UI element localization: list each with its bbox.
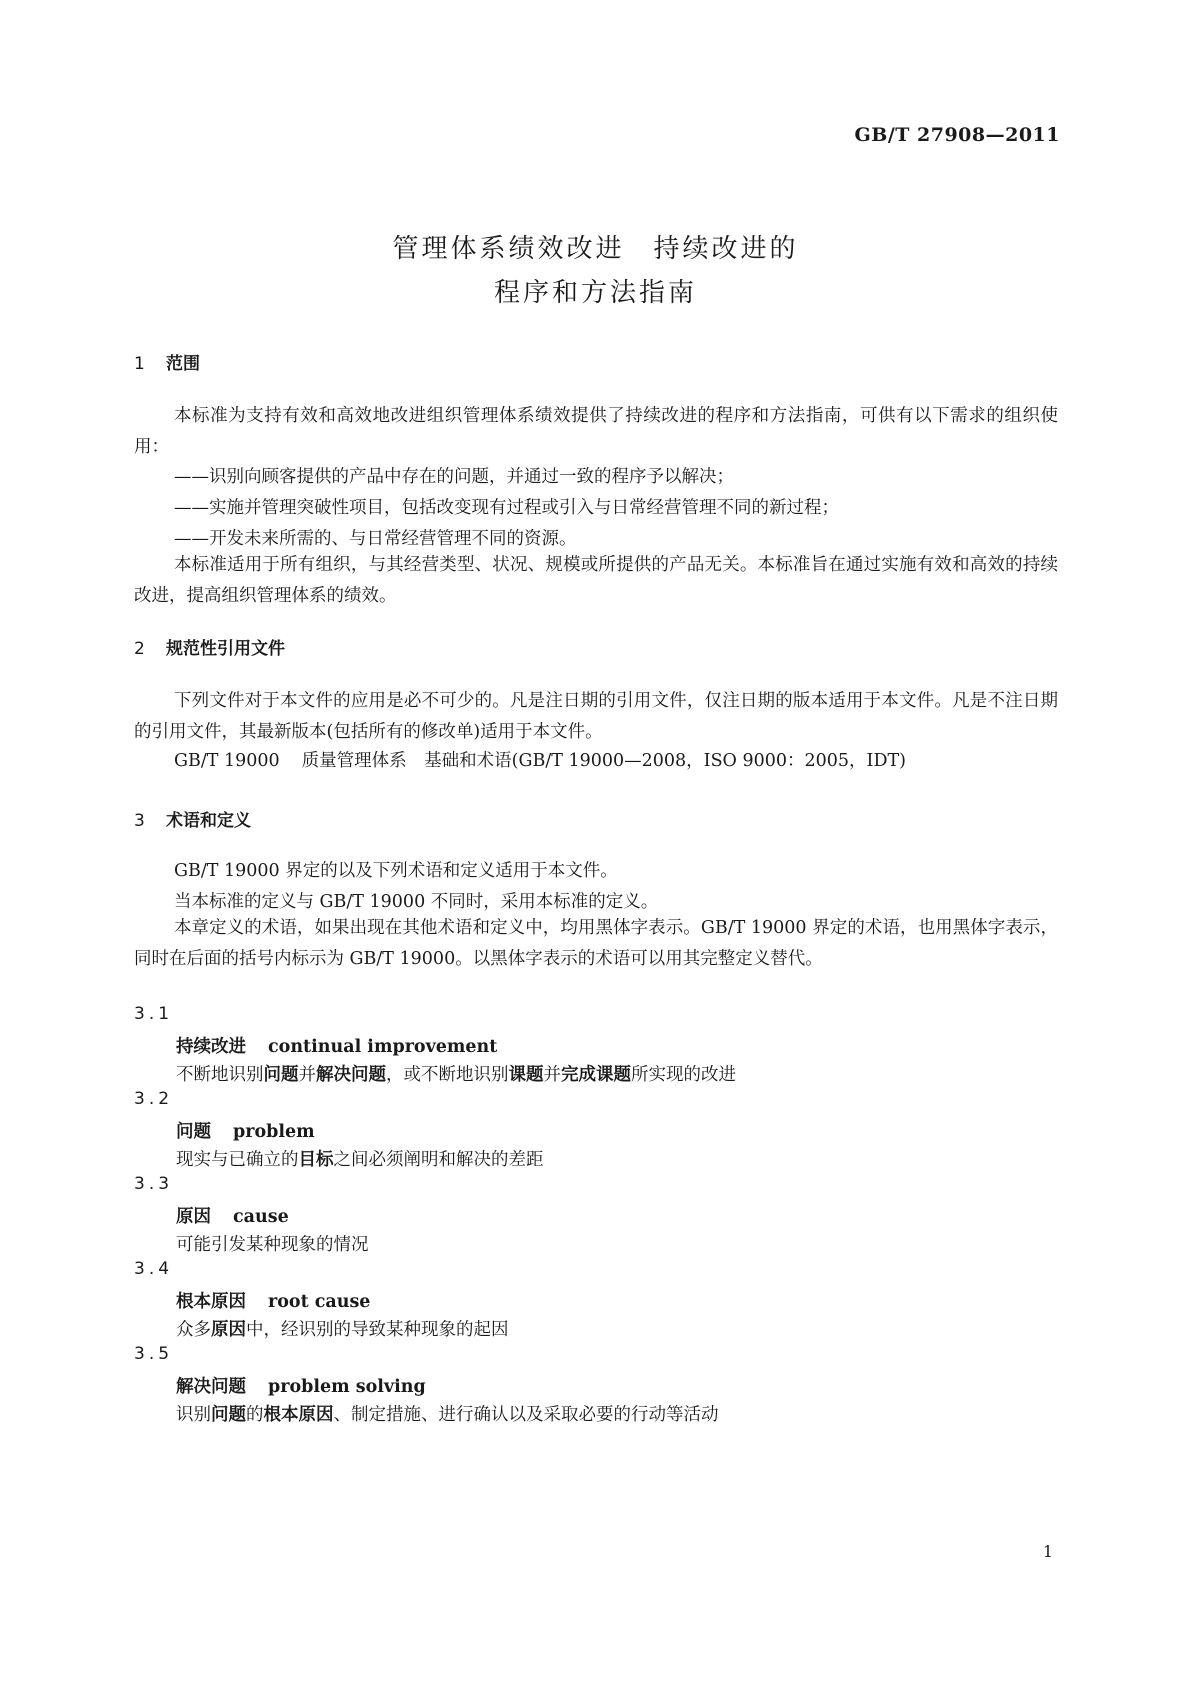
term-english: problem solving <box>268 1377 426 1397</box>
term-chinese: 解决问题 <box>176 1377 246 1397</box>
definition-text: 、制定措施、进行确认以及采取必要的行动等活动 <box>333 1405 719 1425</box>
paragraph: 当本标准的定义与 GB/T 19000 不同时，采用本标准的定义。 <box>174 892 659 912</box>
bold-term-reference: 问题 <box>211 1405 246 1425</box>
bold-term-reference: 完成课题 <box>561 1065 631 1085</box>
definition-text: 众多 <box>176 1320 211 1340</box>
document-title-line1: 管理体系绩效改进 持续改进的 <box>392 234 799 264</box>
bold-term-reference: 原因 <box>211 1320 246 1340</box>
definition-text: ，或不断地识别 <box>386 1065 509 1085</box>
section-title: 规范性引用文件 <box>166 639 285 659</box>
term-definition <box>176 1231 369 1256</box>
definition-text: 不断地识别 <box>176 1065 264 1085</box>
term-chinese: 原因 <box>176 1207 211 1227</box>
reference-entry <box>174 747 906 772</box>
term-number: 3.3 <box>134 1174 174 1194</box>
term-heading <box>176 1118 315 1143</box>
term-number: 3.4 <box>134 1259 174 1279</box>
term-english: cause <box>233 1207 289 1227</box>
term-definition <box>176 1061 736 1086</box>
bold-term-reference: 课题 <box>508 1065 544 1085</box>
term-english: continual improvement <box>268 1037 498 1057</box>
term-heading <box>176 1203 289 1228</box>
definition-text: 并 <box>543 1065 561 1085</box>
list-item: ——实施并管理突破性项目，包括改变现有过程或引入与日常经营管理不同的新过程； <box>174 498 839 518</box>
definition-text: 所实现的改进 <box>631 1065 736 1085</box>
section-number: 2 <box>134 639 145 659</box>
term-heading <box>176 1033 497 1058</box>
section-heading-scope <box>134 349 200 374</box>
section-heading-normative-references <box>134 634 285 659</box>
definition-text: 并 <box>298 1065 316 1085</box>
definition-text: 现实与已确立的 <box>176 1150 299 1170</box>
term-definition <box>176 1401 719 1426</box>
bold-term-reference: 目标 <box>298 1150 334 1170</box>
definition-text: 中，经识别的导致某种现象的起因 <box>246 1320 509 1340</box>
term-definition <box>176 1146 544 1171</box>
paragraph: 本标准适用于所有组织，与其经营类型、状况、规模或所提供的产品无关。本标准旨在通过实施有效和高效的持续改进，提高组织管理体系的绩效。 <box>134 555 1058 606</box>
bold-term-reference: 根本原因 <box>263 1405 334 1425</box>
term-number: 3.1 <box>134 1004 174 1024</box>
section-title: 术语和定义 <box>166 811 251 831</box>
paragraph: 下列文件对于本文件的应用是必不可少的。凡是注日期的引用文件，仅注日期的版本适用于本文件。凡是不注日期的引用文件，其最新版本(包括所有的修改单)适用于本文件。 <box>134 691 1058 742</box>
bold-term-reference: 问题 <box>263 1065 299 1085</box>
term-heading <box>176 1288 370 1313</box>
list-item: ——开发未来所需的、与日常经营管理不同的资源。 <box>174 529 577 549</box>
paragraph: 本标准为支持有效和高效地改进组织管理体系绩效提供了持续改进的程序和方法指南，可供有以下需求的组织使用： <box>134 406 1058 457</box>
section-heading-terms <box>134 806 251 831</box>
term-english: problem <box>233 1122 315 1142</box>
definition-text: 之间必须阐明和解决的差距 <box>333 1150 544 1170</box>
paragraph: GB/T 19000 界定的以及下列术语和定义适用于本文件。 <box>174 861 618 881</box>
definition-text: 可能引发某种现象的情况 <box>176 1235 369 1255</box>
section-number: 1 <box>134 354 145 374</box>
section-title: 范围 <box>166 354 200 374</box>
list-item: ——识别向顾客提供的产品中存在的问题，并通过一致的程序予以解决； <box>174 467 734 487</box>
paragraph: 本章定义的术语，如果出现在其他术语和定义中，均用黑体字表示。GB/T 19000 界定的术语，也用黑体字表示，同时在后面的括号内标示为 GB/T 19000。以黑体字表示的术语可以用其完整定义替代。 <box>134 918 1058 969</box>
term-number: 3.2 <box>134 1089 174 1109</box>
term-definition <box>176 1316 509 1341</box>
bold-term-reference: 解决问题 <box>316 1065 386 1085</box>
term-chinese: 问题 <box>176 1122 211 1142</box>
reference-title: 质量管理体系 基础和术语(GB/T 19000—2008，ISO 9000：2005，IDT) <box>301 751 906 771</box>
definition-text: 的 <box>246 1405 264 1425</box>
term-chinese: 根本原因 <box>176 1292 246 1312</box>
term-number: 3.5 <box>134 1344 174 1364</box>
document-title-line2: 程序和方法指南 <box>493 278 697 308</box>
page-number: 1 <box>1042 1542 1053 1561</box>
term-chinese: 持续改进 <box>176 1037 246 1057</box>
term-english: root cause <box>268 1292 371 1312</box>
reference-code: GB/T 19000 <box>174 751 280 771</box>
section-number: 3 <box>134 811 145 831</box>
definition-text: 识别 <box>176 1405 211 1425</box>
term-heading <box>176 1373 426 1398</box>
standard-code: GB/T 27908—2011 <box>854 124 1060 146</box>
